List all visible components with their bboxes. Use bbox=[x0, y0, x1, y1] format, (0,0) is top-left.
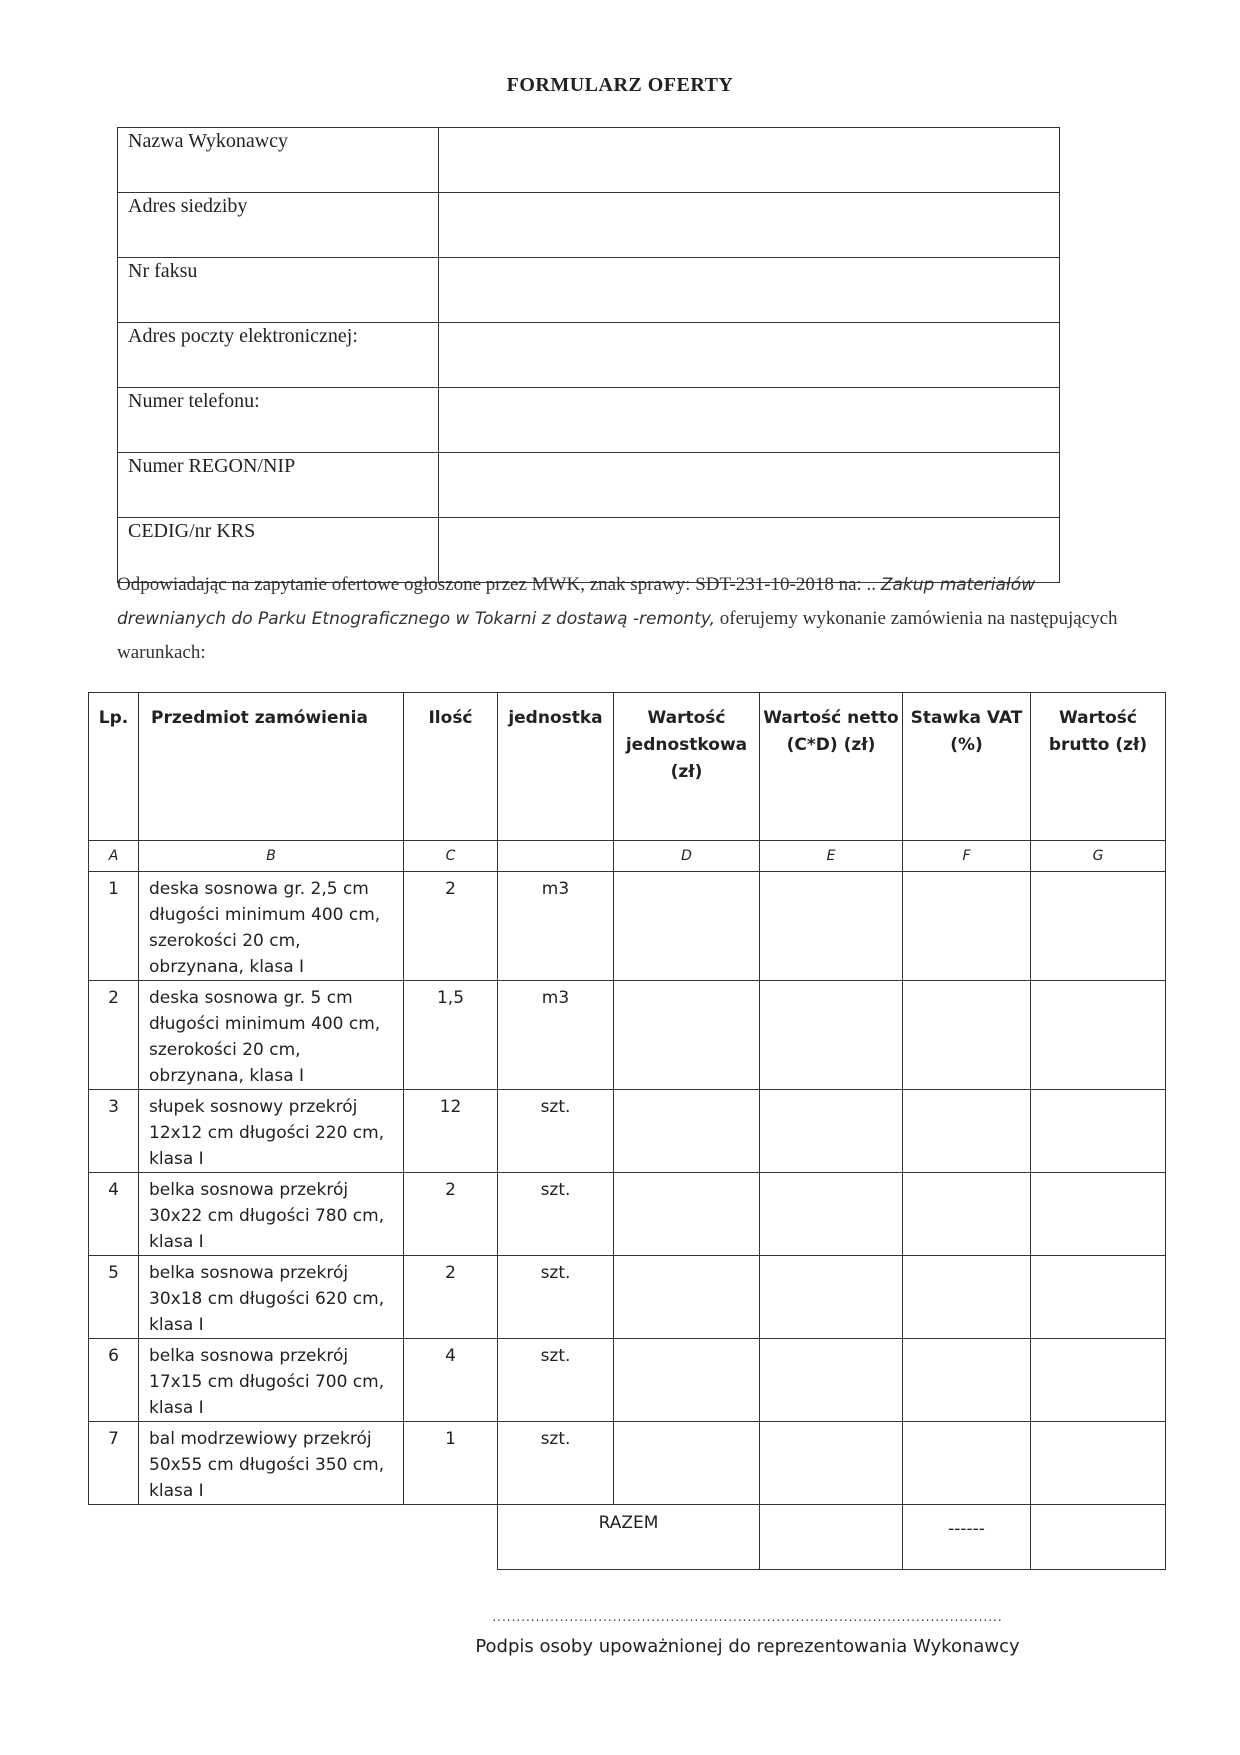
vat-rate-input[interactable] bbox=[903, 872, 1031, 981]
item-quantity: 12 bbox=[404, 1090, 498, 1173]
header-vat: Stawka VAT (%) bbox=[903, 693, 1031, 841]
total-gross-input[interactable] bbox=[1031, 1505, 1166, 1570]
table-row bbox=[89, 1422, 1166, 1505]
row-number: 3 bbox=[89, 1090, 139, 1173]
page-title: FORMULARZ OFERTY bbox=[506, 74, 734, 96]
offer-table bbox=[88, 692, 1166, 1570]
item-description: bal modrzewiowy przekrój 50x55 cm długości 350 cm, klasa I bbox=[139, 1422, 404, 1505]
intro-text: Odpowiadając na zapytanie ofertowe ogłoszone przez MWK, znak sprawy: SDT-231-10-2018 na: .. bbox=[117, 574, 877, 595]
field-label: CEDIG/nr KRS bbox=[118, 518, 439, 583]
vat-rate-input[interactable] bbox=[903, 1339, 1031, 1422]
item-description: słupek sosnowy przekrój 12x12 cm długości 220 cm, klasa I bbox=[139, 1090, 404, 1173]
letter-cell: B bbox=[139, 841, 404, 872]
letter-cell: A bbox=[89, 841, 139, 872]
table-row bbox=[89, 981, 1166, 1090]
total-label: RAZEM bbox=[498, 1505, 760, 1570]
field-label: Numer telefonu: bbox=[118, 388, 439, 453]
contractor-row bbox=[118, 193, 1060, 258]
gross-value-input[interactable] bbox=[1031, 1422, 1166, 1505]
header-lp: Lp. bbox=[89, 693, 139, 841]
address-field[interactable] bbox=[439, 193, 1060, 258]
unit-value-input[interactable] bbox=[614, 1090, 760, 1173]
contractor-info-table bbox=[117, 127, 1060, 583]
item-unit: szt. bbox=[498, 1173, 614, 1256]
net-value-input[interactable] bbox=[760, 981, 903, 1090]
contractor-row bbox=[118, 128, 1060, 193]
regon-nip-field[interactable] bbox=[439, 453, 1060, 518]
net-value-input[interactable] bbox=[760, 1339, 903, 1422]
field-label: Numer REGON/NIP bbox=[118, 453, 439, 518]
item-unit: szt. bbox=[498, 1256, 614, 1339]
total-vat-placeholder: ------ bbox=[903, 1505, 1031, 1570]
net-value-input[interactable] bbox=[760, 1090, 903, 1173]
row-number: 2 bbox=[89, 981, 139, 1090]
header-unit: jednostka bbox=[498, 693, 614, 841]
item-quantity: 2 bbox=[404, 1256, 498, 1339]
item-unit: m3 bbox=[498, 872, 614, 981]
letter-cell: C bbox=[404, 841, 498, 872]
contractor-row bbox=[118, 323, 1060, 388]
table-row bbox=[89, 1256, 1166, 1339]
gross-value-input[interactable] bbox=[1031, 981, 1166, 1090]
table-row bbox=[89, 872, 1166, 981]
item-unit: szt. bbox=[498, 1422, 614, 1505]
letter-cell: F bbox=[903, 841, 1031, 872]
item-description: deska sosnowa gr. 5 cm długości minimum 400 cm, szerokości 20 cm, obrzynana, klasa I bbox=[139, 981, 404, 1090]
total-net-input[interactable] bbox=[760, 1505, 903, 1570]
table-row bbox=[89, 1173, 1166, 1256]
fax-field[interactable] bbox=[439, 258, 1060, 323]
net-value-input[interactable] bbox=[760, 1422, 903, 1505]
letter-cell: E bbox=[760, 841, 903, 872]
field-label: Nazwa Wykonawcy bbox=[118, 128, 439, 193]
unit-value-input[interactable] bbox=[614, 1422, 760, 1505]
contractor-row bbox=[118, 258, 1060, 323]
net-value-input[interactable] bbox=[760, 872, 903, 981]
header-net: Wartość netto (C*D) (zł) bbox=[760, 693, 903, 841]
field-label: Adres poczty elektronicznej: bbox=[118, 323, 439, 388]
contractor-row bbox=[118, 453, 1060, 518]
unit-value-input[interactable] bbox=[614, 981, 760, 1090]
unit-value-input[interactable] bbox=[614, 872, 760, 981]
item-unit: szt. bbox=[498, 1090, 614, 1173]
gross-value-input[interactable] bbox=[1031, 1090, 1166, 1173]
signature-block bbox=[440, 1610, 1055, 1657]
total-row bbox=[89, 1505, 1166, 1570]
row-number: 7 bbox=[89, 1422, 139, 1505]
header-qty: Ilość bbox=[404, 693, 498, 841]
row-number: 6 bbox=[89, 1339, 139, 1422]
row-number: 4 bbox=[89, 1173, 139, 1256]
row-number: 5 bbox=[89, 1256, 139, 1339]
letter-cell: D bbox=[614, 841, 760, 872]
column-letters-row bbox=[89, 841, 1166, 872]
unit-value-input[interactable] bbox=[614, 1339, 760, 1422]
header-item: Przedmiot zamówienia bbox=[139, 693, 404, 841]
item-quantity: 4 bbox=[404, 1339, 498, 1422]
vat-rate-input[interactable] bbox=[903, 1422, 1031, 1505]
table-row bbox=[89, 1339, 1166, 1422]
gross-value-input[interactable] bbox=[1031, 872, 1166, 981]
header-gross: Wartość brutto (zł) bbox=[1031, 693, 1166, 841]
item-quantity: 1 bbox=[404, 1422, 498, 1505]
letter-cell bbox=[498, 841, 614, 872]
intro-text-continued: oferujemy wykonanie zamówienia na następujących warunkach: bbox=[117, 608, 1118, 663]
phone-field[interactable] bbox=[439, 388, 1060, 453]
unit-value-input[interactable] bbox=[614, 1256, 760, 1339]
gross-value-input[interactable] bbox=[1031, 1339, 1166, 1422]
header-row bbox=[89, 693, 1166, 841]
header-unit-value: Wartość jednostkowa (zł) bbox=[614, 693, 760, 841]
item-quantity: 2 bbox=[404, 872, 498, 981]
vat-rate-input[interactable] bbox=[903, 981, 1031, 1090]
item-unit: szt. bbox=[498, 1339, 614, 1422]
item-description: belka sosnowa przekrój 30x18 cm długości 620 cm, klasa I bbox=[139, 1256, 404, 1339]
item-description: belka sosnowa przekrój 17x15 cm długości 700 cm, klasa I bbox=[139, 1339, 404, 1422]
vat-rate-input[interactable] bbox=[903, 1173, 1031, 1256]
item-unit: m3 bbox=[498, 981, 614, 1090]
gross-value-input[interactable] bbox=[1031, 1256, 1166, 1339]
contractor-row bbox=[118, 388, 1060, 453]
vat-rate-input[interactable] bbox=[903, 1256, 1031, 1339]
row-number: 1 bbox=[89, 872, 139, 981]
contractor-name-field[interactable] bbox=[439, 128, 1060, 193]
order-subject: Zakup materiałów drewnianych do Parku Etnograficznego w Tokarni z dostawą -remonty, bbox=[117, 575, 1036, 629]
unit-value-input[interactable] bbox=[614, 1173, 760, 1256]
item-quantity: 2 bbox=[404, 1173, 498, 1256]
gross-value-input[interactable] bbox=[1031, 1173, 1166, 1256]
signature-caption: Podpis osoby upoważnionej do reprezentowania Wykonawcy bbox=[475, 1636, 1020, 1657]
field-label: Adres siedziby bbox=[118, 193, 439, 258]
net-value-input[interactable] bbox=[760, 1173, 903, 1256]
item-description: belka sosnowa przekrój 30x22 cm długości 780 cm, klasa I bbox=[139, 1173, 404, 1256]
item-description: deska sosnowa gr. 2,5 cm długości minimum 400 cm, szerokości 20 cm, obrzynana, klasa I bbox=[139, 872, 404, 981]
vat-rate-input[interactable] bbox=[903, 1090, 1031, 1173]
table-row bbox=[89, 1090, 1166, 1173]
field-label: Nr faksu bbox=[118, 258, 439, 323]
item-quantity: 1,5 bbox=[404, 981, 498, 1090]
email-field[interactable] bbox=[439, 323, 1060, 388]
intro-paragraph bbox=[117, 568, 1122, 670]
letter-cell: G bbox=[1031, 841, 1166, 872]
signature-line[interactable]: .......................................................................................................... bbox=[492, 1610, 1003, 1624]
net-value-input[interactable] bbox=[760, 1256, 903, 1339]
